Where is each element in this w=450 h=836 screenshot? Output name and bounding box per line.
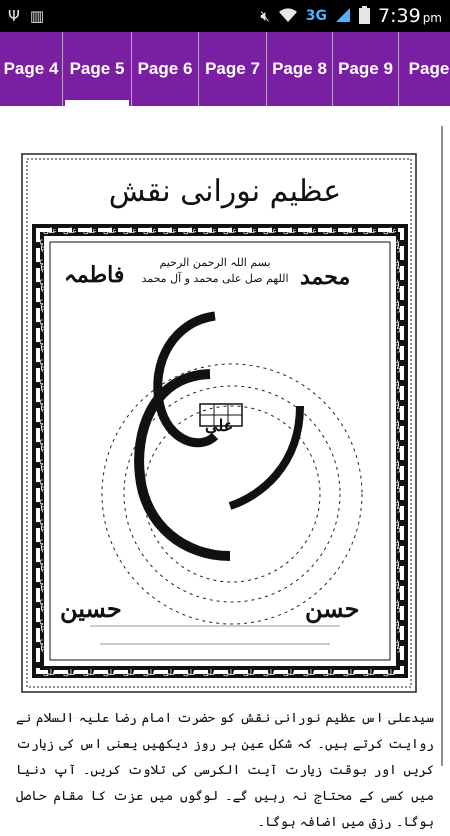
border-word: علی (142, 668, 158, 677)
border-word: علی (392, 638, 401, 654)
border-word: علی (182, 668, 198, 677)
border-word: علی (392, 438, 401, 454)
border-word: علی (392, 418, 401, 434)
border-word: علی (322, 668, 338, 677)
name-hassan: حسن (305, 594, 360, 623)
border-word: علی (392, 518, 401, 534)
name-hussain: حسین (60, 594, 122, 623)
status-bar (0, 0, 450, 32)
border-word: علی (202, 668, 218, 677)
tab-page-7[interactable] (199, 32, 267, 106)
name-fatima: فاطمہ (64, 262, 125, 288)
border-word: علی (392, 358, 401, 374)
border-word: علی (392, 498, 401, 514)
border-word: علی (392, 478, 401, 494)
border-word: علی (39, 618, 48, 634)
border-word: علی (392, 378, 401, 394)
border-word: علی (362, 668, 378, 677)
border-word: علی (39, 578, 48, 594)
clock: 7:39 pm (378, 5, 442, 27)
tab-label: Page (408, 59, 450, 78)
border-word: علی (202, 226, 218, 235)
border-word: علی (122, 668, 138, 677)
border-word: علی (302, 668, 318, 677)
border-word: علی (39, 518, 48, 534)
tab-label: Page 4 (3, 59, 59, 78)
basmala-text: بسم اللہ الرحمن الرحیم (159, 256, 271, 269)
signal-icon (335, 7, 351, 26)
border-word: علی (162, 226, 178, 235)
border-word: علی (39, 638, 48, 654)
wifi-icon (278, 7, 298, 26)
scanned-page-image (0, 106, 450, 800)
tab-label: Page 5 (69, 59, 125, 78)
border-word: علی (42, 668, 58, 677)
border-word: علی (282, 226, 298, 235)
border-word: علی (162, 668, 178, 677)
page-caption: سیدعلی اس عظیم نورانی نقش کو حضرت امام رضا علیہ السلام نے روایت کرتے ہیں۔ کہ شکل عین ہر روز دیکھیں یعنی اس کی زیارت کریں اور بوقت زیارت آیت الکرسی کی تلاوت کریں۔ آپ دنیا میں کسی کے محتاج نہ رہیں گے۔ لوگوں میں عزت کا مقام حاصل ہوگا۔ رزق میں اضافہ ہوگا۔ (16, 711, 434, 830)
tab-page-4[interactable] (0, 32, 63, 106)
border-word: علی (382, 226, 398, 235)
battery-icon (359, 6, 370, 27)
tab-page-5[interactable] (63, 32, 132, 106)
border-word: علی (39, 418, 48, 434)
border-word: علی (102, 668, 118, 677)
tab-label: Page 7 (205, 59, 260, 78)
border-word: علی (382, 668, 398, 677)
border-word: علی (392, 578, 401, 594)
border-word: علی (39, 538, 48, 554)
border-word: علی (82, 226, 98, 235)
tab-page-8[interactable] (267, 32, 333, 106)
tab-page-9[interactable] (333, 32, 399, 106)
border-word: علی (42, 226, 58, 235)
border-word: علی (102, 226, 118, 235)
border-word: علی (39, 338, 48, 354)
mute-icon: 🔇︎ (260, 6, 270, 25)
border-word: علی (62, 226, 78, 235)
border-word: علی (39, 298, 48, 314)
tab-page-6[interactable] (132, 32, 199, 106)
border-word: علی (392, 458, 401, 474)
network-type: 3G (305, 8, 328, 24)
tab-label: Page 8 (272, 59, 327, 78)
border-word: علی (62, 668, 78, 677)
border-word: علی (392, 238, 401, 254)
border-word: علی (242, 668, 258, 677)
page-title: عظیم نورانی نقش (108, 174, 342, 209)
border-word: علی (39, 238, 48, 254)
border-word: علی (39, 378, 48, 394)
border-word: علی (39, 558, 48, 574)
border-word: علی (222, 226, 238, 235)
border-word: علی (82, 668, 98, 677)
border-word: علی (222, 668, 238, 677)
border-word: علی (39, 598, 48, 614)
border-word: علی (142, 226, 158, 235)
tab-label: Page 6 (137, 59, 193, 78)
border-word: علی (302, 226, 318, 235)
border-word: علی (242, 226, 258, 235)
border-word: علی (39, 358, 48, 374)
border-word: علی (392, 398, 401, 414)
border-word: علی (392, 538, 401, 554)
border-word: علی (392, 258, 401, 274)
border-word: علی (39, 258, 48, 274)
border-word: علی (392, 278, 401, 294)
border-word: علی (39, 498, 48, 514)
border-word: علی (39, 278, 48, 294)
border-word: علی (122, 226, 138, 235)
name-ali-center: علی (205, 416, 234, 435)
border-word: علی (342, 668, 358, 677)
border-word: علی (392, 598, 401, 614)
border-word: علی (392, 558, 401, 574)
tab-page-10[interactable] (399, 32, 450, 106)
border-word: علی (262, 226, 278, 235)
border-word: علی (342, 226, 358, 235)
tab-label: Page 9 (338, 59, 393, 78)
usb-icon: Ψ (8, 6, 20, 25)
border-word: علی (39, 398, 48, 414)
border-word: علی (392, 338, 401, 354)
border-word: علی (39, 458, 48, 474)
border-word: علی (39, 478, 48, 494)
storage-icon: ▥ (29, 6, 44, 25)
border-word: علی (39, 438, 48, 454)
border-word: علی (392, 618, 401, 634)
border-word: علی (392, 318, 401, 334)
border-word: علی (322, 226, 338, 235)
border-word: علی (39, 318, 48, 334)
salawat-text: اللھم صل علی محمد و آل محمد (141, 272, 289, 285)
border-word: علی (282, 668, 298, 677)
border-word: علی (362, 226, 378, 235)
name-muhammad: محمد (300, 264, 351, 290)
border-word: علی (392, 298, 401, 314)
border-word: علی (182, 226, 198, 235)
page-tab-bar (0, 32, 450, 106)
border-word: علی (262, 668, 278, 677)
page-viewer[interactable] (0, 106, 450, 830)
